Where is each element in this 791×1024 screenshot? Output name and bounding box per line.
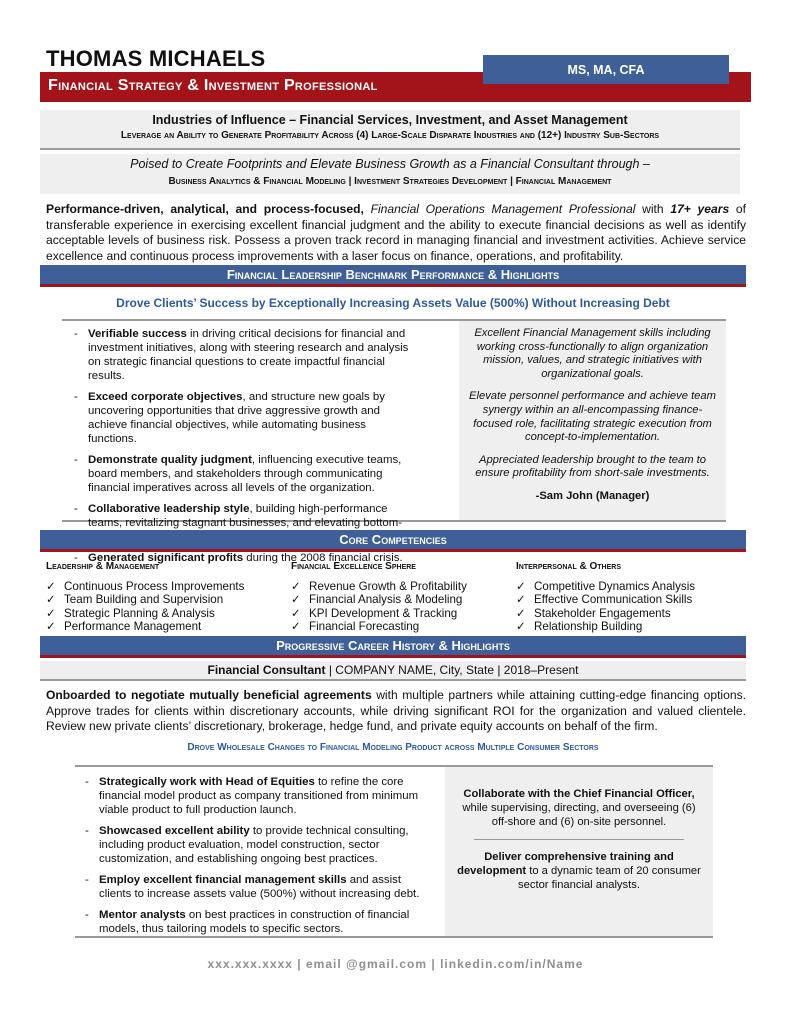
credentials-badge bbox=[483, 55, 729, 84]
check-icon: ✓ bbox=[46, 579, 56, 593]
highlight-bullet: - Generated significant profits during the 2008 financial crisis. bbox=[74, 552, 403, 564]
check-icon: ✓ bbox=[516, 620, 526, 634]
check-icon: ✓ bbox=[516, 606, 526, 620]
summary-years: 17+ years bbox=[670, 202, 730, 216]
competency-column-title: Financial Excellence Sphere bbox=[291, 561, 416, 572]
competency-column-interpersonal bbox=[516, 560, 695, 634]
competency-item: ✓ Team Building and Supervision bbox=[46, 593, 224, 607]
check-icon: ✓ bbox=[46, 606, 56, 620]
competency-item: ✓ Effective Communication Skills bbox=[516, 593, 693, 607]
professional-title: Financial Strategy & Investment Professional bbox=[48, 77, 378, 94]
role-summary bbox=[46, 688, 746, 735]
summary-role: Financial Operations Management Professional bbox=[370, 202, 636, 216]
role-summary-lead: Onboarded to negotiate mutually beneficial agreements bbox=[46, 688, 372, 702]
role-achievement-heading: Drove Wholesale Changes to Financial Modeling Product across Multiple Consumer Sectors bbox=[187, 742, 599, 753]
competency-column-title: Interpersonal & Others bbox=[516, 561, 622, 572]
testimonial-signature: -Sam John (Manager) bbox=[535, 489, 650, 502]
highlights-section-heading bbox=[40, 265, 746, 287]
competency-item: ✓ Competitive Dynamics Analysis bbox=[516, 579, 696, 593]
highlight-bullet: - Demonstrate quality judgment, influencing executive teams, board members, and stakeholders through communicating financial imperatives across all levels of the organization. bbox=[74, 454, 402, 494]
role-achievement-bullets bbox=[85, 775, 420, 943]
role-highlight-panel bbox=[445, 767, 713, 936]
competency-item: ✓ Financial Analysis & Modeling bbox=[291, 593, 463, 607]
competencies-heading-text: Core Competencies bbox=[339, 532, 447, 547]
career-heading-text: Progressive Career History & Highlights bbox=[276, 638, 510, 653]
competency-item: ✓ Relationship Building bbox=[516, 620, 643, 634]
check-icon: ✓ bbox=[291, 620, 301, 634]
professional-summary bbox=[46, 202, 746, 264]
role-summary-body: with multiple partners while attaining cutting-edge financing options. Approve trades for clients within discretionary accounts, while driving significant ROI for the organization and valued clientele. Review new private clients’ discretionary, brokerage, hedge fund, and private equity accounts on behalf of the firm. bbox=[46, 688, 746, 733]
highlights-subheading: Drove Clients’ Success by Exceptionally Increasing Assets Value (500%) Without Increasing Debt bbox=[116, 296, 670, 310]
check-icon: ✓ bbox=[291, 579, 301, 593]
credentials-text: MS, MA, CFA bbox=[567, 62, 645, 77]
candidate-name: THOMAS MICHAELS bbox=[46, 46, 266, 71]
competency-item: ✓ Strategic Planning & Analysis bbox=[46, 606, 215, 620]
highlight-bullet: - Collaborative leadership style, building high-performance teams, revitalizing stagnant businesses, and elevating bottom- bbox=[74, 503, 403, 529]
influence-line: Industries of Influence – Financial Services, Investment, and Asset Management bbox=[152, 113, 628, 127]
career-section-heading bbox=[40, 636, 746, 658]
competency-item: ✓ Stakeholder Engagements bbox=[516, 606, 671, 620]
contact-footer: xxx.xxx.xxxx | email @gmail.com | linkedin.com/in/Name bbox=[207, 957, 584, 971]
competency-column-title: Leadership & Management bbox=[46, 561, 160, 572]
industries-of-influence bbox=[40, 110, 740, 150]
summary-lead: Performance-driven, analytical, and process-focused, bbox=[46, 202, 364, 216]
testimonial-panel bbox=[459, 321, 726, 520]
role-highlight: Deliver comprehensive training and development to a dynamic team of 20 consumer sector financial analysts. bbox=[457, 851, 701, 891]
role-company: | COMPANY NAME, City, State | 2018–Present bbox=[325, 663, 579, 677]
achievement-bullet: - Employ excellent financial management skills and assist clients to increase assets value (500%) without increasing debt. bbox=[85, 874, 420, 900]
panel-divider bbox=[474, 839, 684, 840]
achievement-bullet: - Strategically work with Head of Equities to refine the core financial model product as company transitioned from minimum viable product to full production launch. bbox=[85, 776, 419, 816]
check-icon: ✓ bbox=[291, 606, 301, 620]
check-icon: ✓ bbox=[291, 593, 301, 607]
testimonial-quote: Excellent Financial Management skills including working cross-functionally to align organization mission, values, and strategic initiatives with organizational goals. bbox=[474, 327, 711, 380]
competency-item: ✓ KPI Development & Tracking bbox=[291, 606, 458, 620]
testimonial-quote: Appreciated leadership brought to the team to ensure profitability from short-sale investments. bbox=[475, 453, 710, 480]
role-achievements-box bbox=[75, 765, 713, 938]
testimonial-quote: Elevate personnel performance and achieve team synergy within an all-encompassing finance-focused role, facilitating strategic execution from concept-to-implementation. bbox=[469, 390, 716, 444]
positioning-statement bbox=[40, 154, 740, 194]
achievement-bullet: - Mentor analysts on best practices in construction of financial models, thus tailoring models to specific sectors. bbox=[85, 909, 410, 935]
highlights-heading-text: Financial Leadership Benchmark Performance & Highlights bbox=[226, 267, 560, 282]
competencies-section-heading bbox=[40, 530, 746, 552]
focus-areas-line: Business Analytics & Financial Modeling | Investment Strategies Development | Financial Management bbox=[168, 176, 612, 187]
summary-with: with bbox=[642, 202, 664, 216]
highlight-bullet: - Exceed corporate objectives, and structure new goals by uncovering opportunities that drive aggressive growth and achieve financial objectives, while automating business functions. bbox=[74, 391, 385, 445]
competency-item: ✓ Continuous Process Improvements bbox=[46, 579, 245, 593]
competency-column-financial bbox=[291, 560, 467, 634]
competency-item: ✓ Performance Management bbox=[46, 620, 202, 634]
poised-line: Poised to Create Footprints and Elevate Business Growth as a Financial Consultant through – bbox=[130, 157, 650, 171]
check-icon: ✓ bbox=[46, 593, 56, 607]
role-highlight: Collaborate with the Chief Financial Officer, while supervising, directing, and overseeing (6) off-shore and (6) on-site personnel. bbox=[462, 788, 696, 828]
check-icon: ✓ bbox=[46, 620, 56, 634]
competency-column-leadership bbox=[46, 560, 244, 634]
highlight-bullet: - Verifiable success in driving critical decisions for financial and investment initiatives, along with steering research and analysis on strategic financial questions to create impactful financial results. bbox=[74, 328, 409, 382]
check-icon: ✓ bbox=[516, 593, 526, 607]
role-title: Financial Consultant bbox=[207, 663, 326, 677]
check-icon: ✓ bbox=[516, 579, 526, 593]
competency-item: ✓ Financial Forecasting bbox=[291, 620, 420, 634]
role-line bbox=[40, 661, 746, 681]
achievement-bullet: - Showcased excellent ability to provide technical consulting, including product evaluation, model construction, sector customization, and establishing ongoing best practices. bbox=[85, 825, 409, 865]
summary-body: of transferable experience in exercising excellent financial judgment and the ability to execute financial decisions as well as identify acceptable levels of business risk. Possess a proven track record in managing financial and investment activities. Achieve service excellence and continuous process improvements with a laser focus on finance, operations, and profitability. bbox=[46, 202, 746, 263]
competency-item: ✓ Revenue Growth & Profitability bbox=[291, 579, 467, 593]
leverage-line: Leverage an Ability to Generate Profitability Across (4) Large-Scale Disparate Industries and (12+) Industry Sub-Sectors bbox=[120, 130, 660, 141]
